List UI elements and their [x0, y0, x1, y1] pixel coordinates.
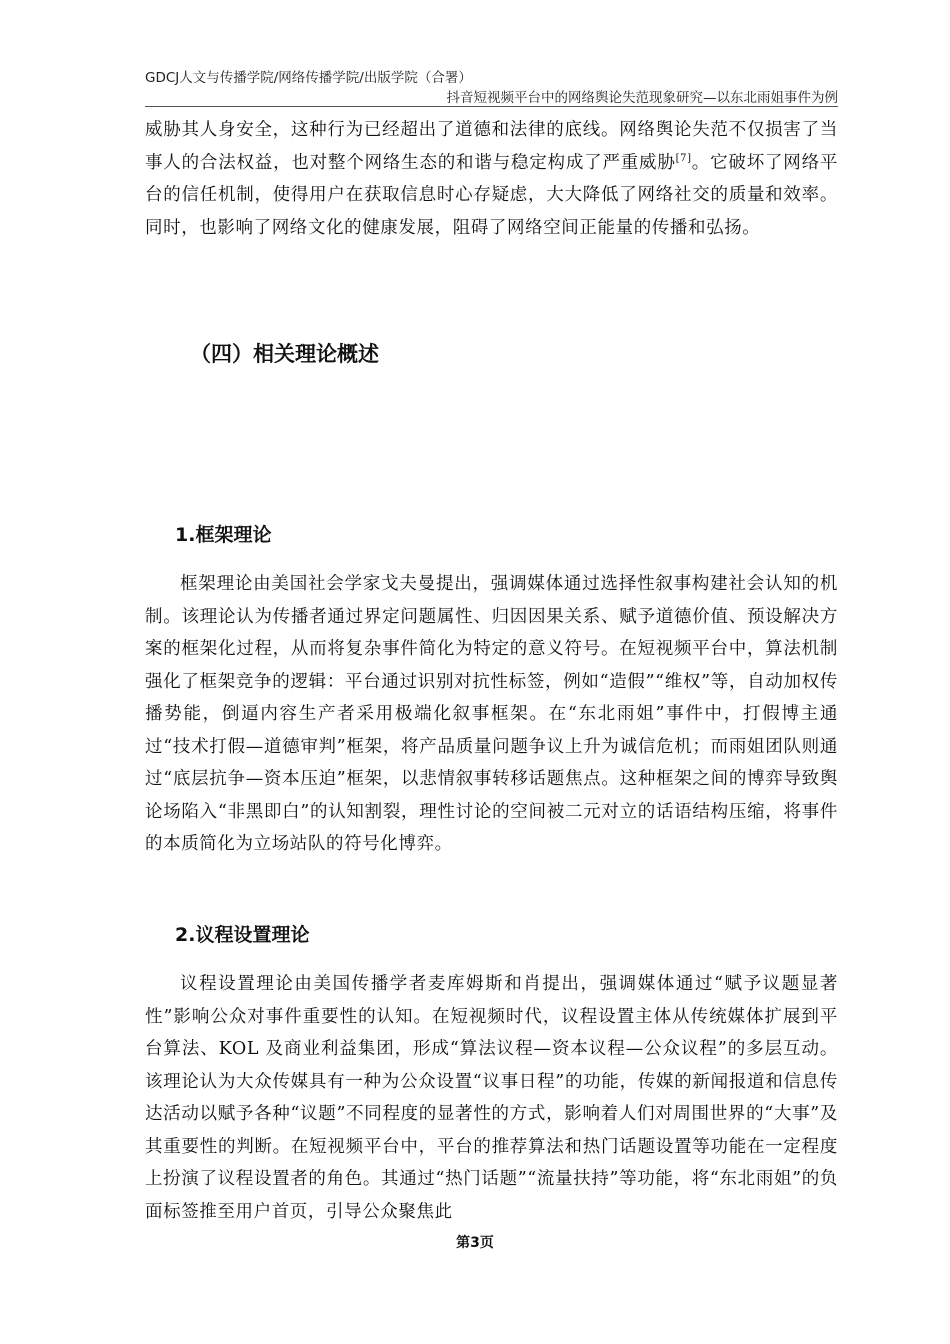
- paragraph-continuation: [145, 114, 838, 244]
- paragraph-agenda-setting-theory: 议程设置理论由美国传播学者麦库姆斯和肖提出，强调媒体通过“赋予议题显著性”影响公众对事件重要性的认知。在短视频时代，议程设置主体从传统媒体扩展到平台算法、KOL 及商业利益集团，形成“算法议程—资本议程—公众议程”的多层互动。该理论认为大众传媒具有一种为公众设置“议事日程”的功能，传媒的新闻报道和信息传达活动以赋予各种“议题”不同程度的显著性的方式，影响着人们对周围世界的“大事”及其重要性的判断。在短视频平台中，平台的推荐算法和热门话题设置等功能在一定程度上扮演了议程设置者的角色。其通过“热门话题”“流量扶持”等功能，将“东北雨姐”的负面标签推至用户首页，引导公众聚焦此: [145, 974, 838, 1222]
- subsection-heading-framing: 1.框架理论: [175, 524, 272, 546]
- page-number: 第3页: [456, 1235, 494, 1251]
- paragraph-text: 威胁其人身安全，这种行为已经超出了道德和法律的底线。网络舆论失范不仅损害了当事人的合法权益，也对整个网络生态的和谐与稳定构成了严重威胁: [145, 120, 838, 173]
- header-thesis-title: 抖音短视频平台中的网络舆论失范现象研究—以东北雨姐事件为例: [446, 90, 838, 106]
- citation-marker: [7]: [675, 152, 692, 164]
- section-heading: （四）相关理论概述: [190, 342, 379, 366]
- header-divider: [145, 106, 838, 107]
- subsection-heading-agenda-setting: 2.议程设置理论: [175, 924, 310, 946]
- header-institution: GDCJ人文与传播学院/网络传播学院/出版学院（合署）: [145, 70, 472, 86]
- paragraph-framing-theory: 框架理论由美国社会学家戈夫曼提出，强调媒体通过选择性叙事构建社会认知的机制。该理论认为传播者通过界定问题属性、归因因果关系、赋予道德价值、预设解决方案的框架化过程，从而将复杂事件简化为特定的意义符号。在短视频平台中，算法机制强化了框架竞争的逻辑：平台通过识别对抗性标签，例如“造假”“维权”等，自动加权传播势能，倒逼内容生产者采用极端化叙事框架。在“东北雨姐”事件中，打假博主通过“技术打假—道德审判”框架，将产品质量问题争议上升为诚信危机；而雨姐团队则通过“底层抗争—资本压迫”框架，以悲情叙事转移话题焦点。这种框架之间的博弈导致舆论场陷入“非黑即白”的认知割裂，理性讨论的空间被二元对立的话语结构压缩，将事件的本质简化为立场站队的符号化博弈。: [145, 574, 838, 854]
- paragraph-text-after: 。它破坏了网络平台的信任机制，使得用户在获取信息时心存疑虑，大大降低了网络社交的质量和效率。同时，也影响了网络文化的健康发展，阻碍了网络空间正能量的传播和弘扬。: [145, 152, 838, 238]
